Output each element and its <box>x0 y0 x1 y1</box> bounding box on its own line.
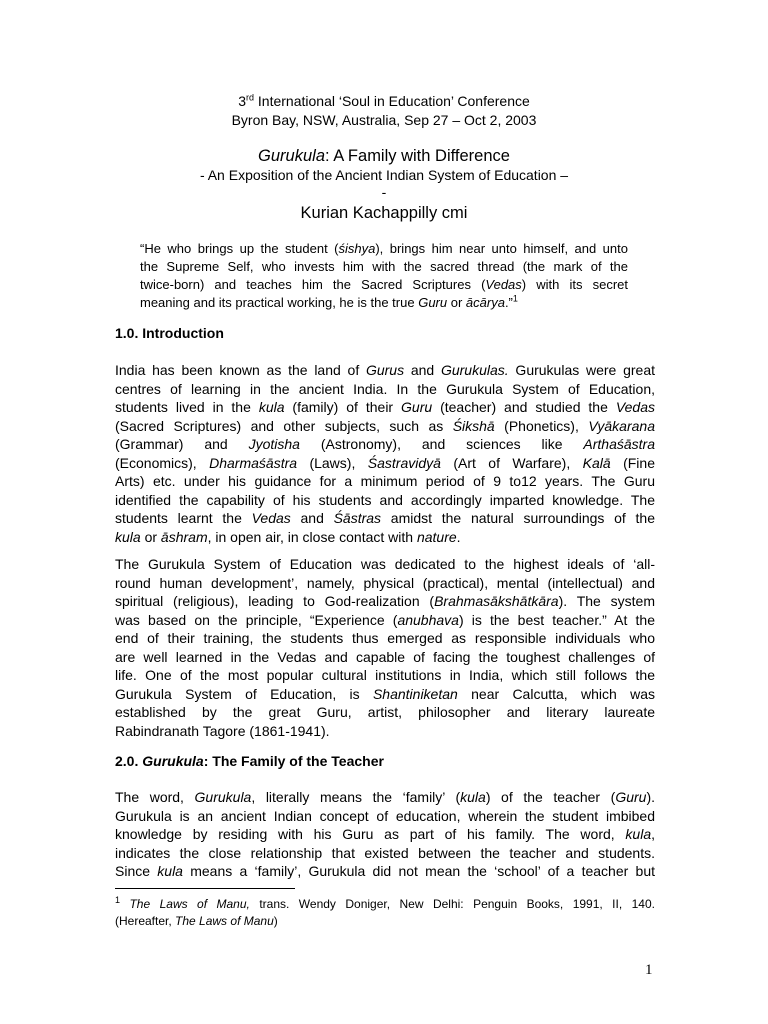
conference-location: Byron Bay, NSW, Australia, Sep 27 – Oct 2, 2003 <box>231 112 537 128</box>
epigraph-quote: “He who brings up the student (śishya), brings him near unto himself, and unto the Supreme Self, who invests him with the sacred thread (the mark of the twice-born) and teaches him the Sacred Scriptures (Vedas) with its secret meaning and its practical working, he is the true Guru or ācārya.”$^1$ <box>140 241 628 310</box>
footnote-1: $^1$ The Laws of Manu, trans. Wendy Doniger, New Delhi: Penguin Books, 1991, II, 140. (Hereafter, The Laws of Manu) <box>115 895 655 928</box>
section-heading-introduction: 1.0. Introduction <box>115 325 224 341</box>
paper-title: Gurukula: A Family with Difference <box>258 147 510 165</box>
section-heading-family-of-teacher: 2.0. Gurukula: The Family of the Teacher <box>115 753 384 769</box>
paragraph-introduction: India has been known as the land of Gurus and Gurukulas. Gurukulas were great centres of learning in the ancient India. In the Gurukula System of Education, students lived in the kula (family) of their Guru (teacher) and studied the Vedas (Sacred Scriptures) and other subjects, such as Śikshā (Phonetics), Vyākarana (Grammar) and Jyotisha (Astronomy), and sciences like Arthaśāstra (Economics), Dharmaśāstra (Laws), Śastravidyā (Art of Warfare), Kalā (Fine Arts) etc. under his guidance for a minimum period of 9 to12 years. The Guru identified the capability of his students and accordingly imparted knowledge. The students learnt the Vedas and Śāstras amidst the natural surroundings of the kula or āshram, in open air, in close contact with nature. <box>115 362 655 545</box>
paragraph-gurukula-meaning: The word, Gurukula, literally means the ‘family’ (kula) of the teacher (Guru). Gurukula is an ancient Indian concept of education, wherein the student imbibed knowledge by residing with his Guru as part of his family. The word, kula, indicates the close relationship that existed between the teacher and students. Since kula means a ‘family’, Gurukula did not mean the ‘school’ of a teacher but <box>115 789 655 880</box>
footnote-separator <box>115 888 295 889</box>
paragraph-gurukula-system: The Gurukula System of Education was dedicated to the highest ideals of ‘all- round human development’, namely, physical (practical), mental (intellectual) and spiritual (religious), leading to God-realization (Brahmasākshātkāra). The system was based on the principle, “Experience (anubhava) is the best teacher.” At the end of their training, the students thus emerged as responsible individuals who are well learned in the Vedas and capable of facing the toughest challenges of life. One of the most popular cultural institutions in India, which still follows the Gurukula System of Education, is Shantiniketan near Calcutta, which was established by the great Guru, artist, philosopher and literary laureate Rabindranath Tagore (1861-1941). <box>115 556 655 739</box>
subtitle-dash: - <box>381 184 387 200</box>
page-number: 1 <box>645 962 653 978</box>
paper-subtitle: - An Exposition of the Ancient Indian System of Education – <box>199 167 569 183</box>
author-name: Kurian Kachappilly cmi <box>300 204 468 222</box>
conference-title: 3rd International ‘Soul in Education’ Conference <box>238 92 530 109</box>
